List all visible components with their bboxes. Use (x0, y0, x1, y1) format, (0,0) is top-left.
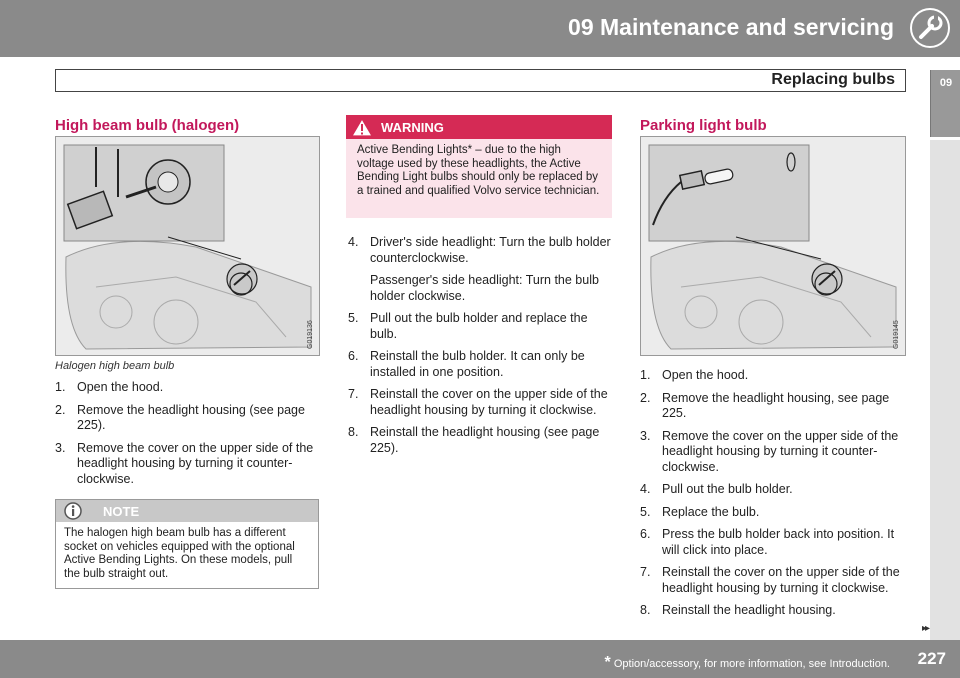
list-item (640, 429, 908, 476)
parking-light-heading: Parking light bulb (640, 117, 767, 134)
step-number: 2. (640, 390, 651, 405)
headlight-drawing (56, 137, 320, 356)
warning-icon (351, 118, 373, 137)
parking-light-illustration (640, 136, 906, 356)
side-strip (930, 140, 960, 640)
wrench-icon (908, 6, 952, 50)
warning-text: Active Bending Lights* – due to the high voltage used by these headlights, the Active Bending Light bulbs should only be replaced by a trained and qualified Volvo service technician. (357, 144, 600, 197)
step-number: 6. (348, 349, 359, 363)
step-text: Open the hood. (77, 380, 164, 394)
list-item (55, 380, 323, 396)
step-text: Press the bulb holder back into position. It will click into place. (662, 527, 895, 557)
step-text: Reinstall the cover on the upper side of the headlight housing by turning it clockwise. (662, 565, 900, 595)
step-number: 8. (640, 603, 651, 617)
step-text: Remove the headlight housing, see page 225. (662, 390, 890, 420)
list-item (55, 403, 323, 434)
page-number: 227 (917, 649, 946, 668)
step-text: Reinstall the bulb holder. It can only be installed in one position. (370, 349, 585, 379)
step-text: Replace the bulb. (662, 504, 760, 519)
parking-light-drawing (641, 137, 906, 356)
high-beam-steps (55, 380, 323, 494)
info-icon (64, 502, 82, 520)
note-header (56, 500, 318, 522)
warning-header (346, 115, 612, 139)
step-number: 4. (348, 235, 359, 249)
section-bar (55, 69, 906, 92)
step-number: 5. (640, 504, 651, 519)
step-number: 3. (55, 440, 66, 455)
high-beam-illustration (55, 136, 320, 356)
section-title: Replacing bulbs (771, 71, 895, 88)
step-number: 2. (55, 402, 66, 417)
list-item (348, 235, 614, 304)
list-item (55, 441, 323, 488)
step-text: Reinstall the headlight housing. (662, 603, 836, 617)
step-number: 3. (640, 428, 651, 443)
page-footer (0, 640, 960, 678)
footnote-star: * (604, 654, 611, 671)
warning-box (346, 115, 612, 218)
note-text: The halogen high beam bulb has a different socket on vehicles equipped with the optional Active Bending Lights. On these models, pull the bulb straight out. (64, 527, 295, 580)
chapter-title: 09 Maintenance and servicing (568, 14, 894, 40)
warning-label: WARNING (381, 120, 444, 135)
list-item (348, 349, 614, 380)
step-text: Remove the cover on the upper side of the headlight housing by turning it counter-clockwise. (77, 440, 314, 486)
figure-code: G019136 (307, 320, 314, 349)
step-text: Open the hood. (662, 368, 749, 382)
step-number: 5. (348, 311, 359, 325)
list-item (348, 387, 614, 418)
footnote-text: Option/accessory, for more information, see Introduction. (613, 658, 890, 670)
list-item (640, 527, 908, 558)
step-number: 1. (55, 380, 66, 394)
continue-arrow: ▸▸ (922, 623, 929, 634)
step-number: 6. (640, 527, 651, 541)
step-number: 7. (348, 387, 359, 401)
list-item (640, 391, 908, 422)
footnote (605, 654, 890, 672)
page-header (0, 0, 960, 57)
list-item (640, 368, 908, 384)
step-text: Remove the headlight housing (see page 225). (77, 402, 305, 432)
note-box (55, 499, 319, 589)
list-item (640, 565, 908, 596)
note-label: NOTE (103, 504, 140, 519)
high-beam-heading: High beam bulb (halogen) (55, 117, 240, 134)
step-text: Pull out the bulb holder. (662, 482, 793, 496)
step-text: Pull out the bulb holder and replace the bulb. (370, 311, 588, 341)
list-item (348, 425, 614, 456)
list-item (348, 311, 614, 342)
parking-light-steps (640, 368, 908, 626)
step-text: Remove the cover on the upper side of the headlight housing by turning it counter-clockwise. (662, 428, 899, 474)
list-item (640, 603, 908, 619)
list-item (640, 505, 908, 521)
step-text: Reinstall the headlight housing (see page 225). (370, 425, 600, 455)
step-number: 7. (640, 565, 651, 579)
step-subtext: Passenger's side headlight: Turn the bulb holder clockwise. (370, 273, 599, 303)
step-number: 4. (640, 482, 651, 496)
figure-caption: Halogen high beam bulb (55, 360, 175, 372)
step-number: 1. (640, 368, 651, 382)
step-text: Reinstall the cover on the upper side of the headlight housing by turning it clockwise. (370, 387, 608, 417)
figure-code: G019145 (893, 320, 900, 349)
step-number: 8. (348, 425, 359, 439)
list-item (640, 482, 908, 498)
chapter-tab[interactable] (930, 70, 960, 137)
middle-steps (348, 235, 614, 463)
step-text: Driver's side headlight: Turn the bulb holder counterclockwise. (370, 235, 611, 265)
chapter-tab-label: 09 (939, 77, 953, 89)
